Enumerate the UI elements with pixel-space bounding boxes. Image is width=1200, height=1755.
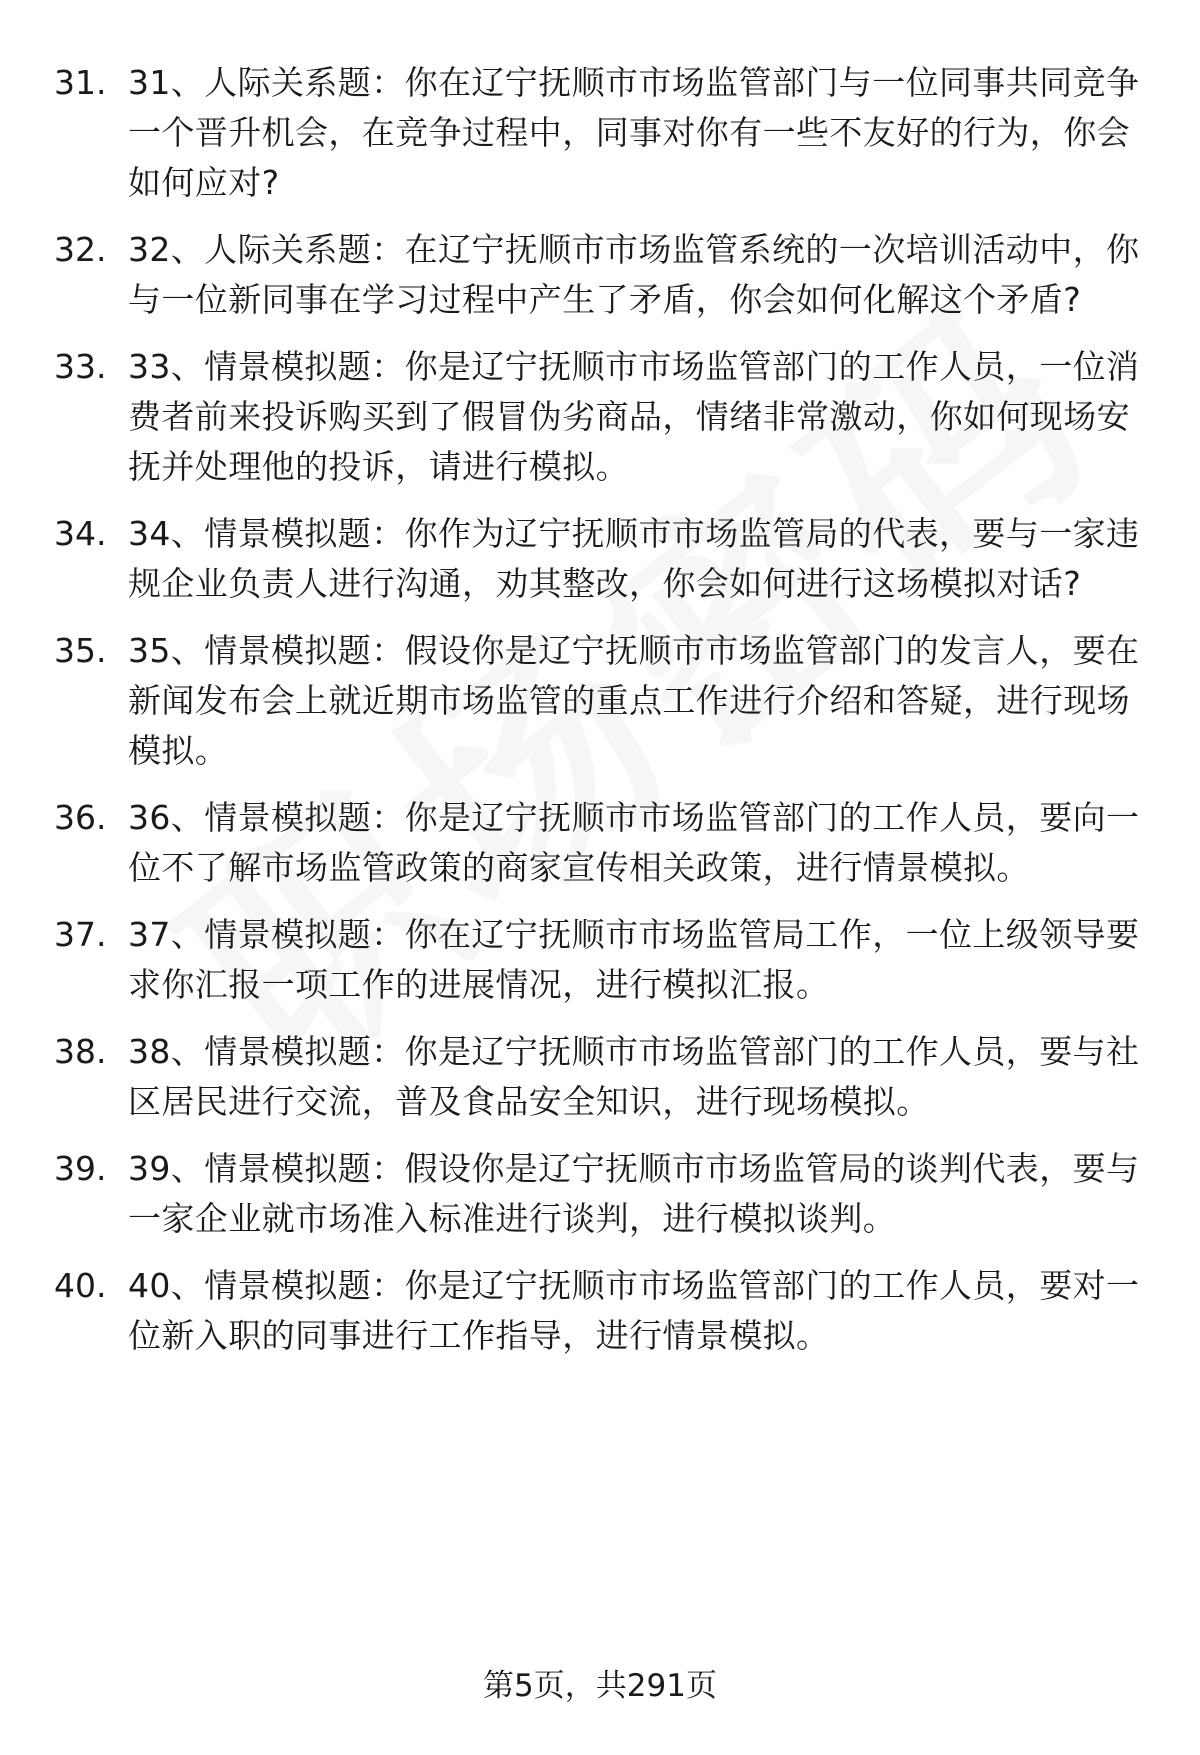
question-text: 38、情景模拟题：你是辽宁抚顺市市场监管部门的工作人员，要与社区居民进行交流，普及食品安全知识，进行现场模拟。: [128, 1032, 1140, 1121]
page-footer: [0, 1665, 1200, 1707]
list-item: [0, 793, 1200, 893]
question-number: 38.: [54, 1032, 107, 1071]
page-indicator: 第5页，共291页: [483, 1668, 717, 1704]
question-text: 35、情景模拟题：假设你是辽宁抚顺市市场监管部门的发言人，要在新闻发布会上就近期市场监管的重点工作进行介绍和答疑，进行现场模拟。: [128, 631, 1140, 770]
list-item: [0, 225, 1200, 325]
question-number: 34.: [54, 514, 107, 553]
question-text: 33、情景模拟题：你是辽宁抚顺市市场监管部门的工作人员，一位消费者前来投诉购买到了假冒伪劣商品，情绪非常激动，你如何现场安抚并处理他的投诉，请进行模拟。: [128, 347, 1140, 486]
question-number: 39.: [54, 1149, 107, 1188]
list-item: [0, 58, 1200, 208]
question-text: 32、人际关系题：在辽宁抚顺市市场监管系统的一次培训活动中，你与一位新同事在学习过程中产生了矛盾，你会如何化解这个矛盾?: [128, 230, 1140, 319]
question-text: 31、人际关系题：你在辽宁抚顺市市场监管部门与一位同事共同竞争一个晋升机会，在竞争过程中，同事对你有一些不友好的行为，你会如何应对?: [128, 63, 1140, 202]
question-number: 37.: [54, 915, 107, 954]
question-text: 36、情景模拟题：你是辽宁抚顺市市场监管部门的工作人员，要向一位不了解市场监管政策的商家宣传相关政策，进行情景模拟。: [128, 798, 1140, 887]
question-number: 35.: [54, 631, 107, 670]
question-number: 31.: [54, 63, 107, 102]
list-item: [0, 910, 1200, 1010]
question-list: [0, 58, 1200, 1378]
list-item: [0, 509, 1200, 609]
list-item: [0, 626, 1200, 776]
question-number: 36.: [54, 798, 107, 837]
question-number: 32.: [54, 230, 107, 269]
list-item: [0, 1261, 1200, 1361]
list-item: [0, 342, 1200, 492]
question-text: 39、情景模拟题：假设你是辽宁抚顺市市场监管局的谈判代表，要与一家企业就市场准入标准进行谈判，进行模拟谈判。: [128, 1149, 1140, 1238]
question-number: 33.: [54, 347, 107, 386]
question-number: 40.: [54, 1266, 107, 1305]
question-text: 37、情景模拟题：你在辽宁抚顺市市场监管局工作，一位上级领导要求你汇报一项工作的进展情况，进行模拟汇报。: [128, 915, 1140, 1004]
list-item: [0, 1027, 1200, 1127]
list-item: [0, 1144, 1200, 1244]
question-text: 34、情景模拟题：你作为辽宁抚顺市市场监管局的代表，要与一家违规企业负责人进行沟通，劝其整改，你会如何进行这场模拟对话?: [128, 514, 1140, 603]
question-text: 40、情景模拟题：你是辽宁抚顺市市场监管部门的工作人员，要对一位新入职的同事进行工作指导，进行情景模拟。: [128, 1266, 1140, 1355]
